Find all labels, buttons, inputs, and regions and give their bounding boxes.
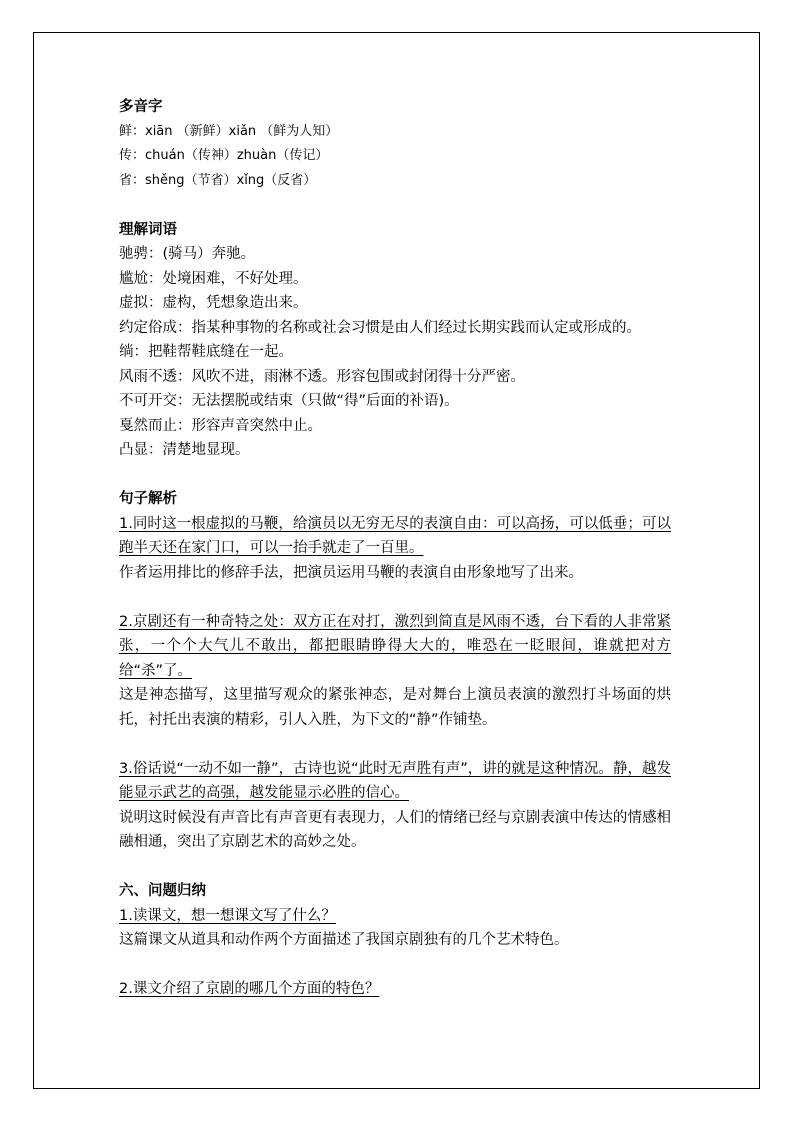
vocab-item: 不可开交：无法摆脱或结束（只做“得”后面的补语)。 — [119, 393, 459, 409]
question-2: 2.课文介绍了京剧的哪几个方面的特色？ — [119, 981, 380, 997]
document-body — [119, 95, 671, 1002]
vocab-item: 约定俗成：指某种事物的名称或社会习惯是由人们经过长期实践而认定或形成的。 — [119, 319, 641, 336]
answer-1: 这篇课文从道具和动作两个方面描述了我国京剧独有的几个艺术特色。 — [119, 932, 569, 948]
polyphone-line-2: 传：chuán（传神）zhuàn（传记） — [119, 148, 329, 163]
summary-heading: 六、问题归纳 — [119, 883, 206, 899]
vocab-item: 尴尬：处境困难，不好处理。 — [119, 270, 308, 287]
vocab-item: 凸显：清楚地显现。 — [119, 442, 250, 458]
vocab-item: 戛然而止：形容声音突然中止。 — [119, 417, 322, 434]
sentence-analysis-2: 这是神态描写，这里描写观众的紧张神态，是对舞台上演员表演的激烈打斗场面的烘托，衬托出表演的精彩，引人入胜，为下文的“静”作铺垫。 — [119, 687, 671, 728]
sentence-quote-3: 3.俗话说“一动不如一静”，古诗也说“此时无声胜有声”，讲的就是这种情况。静，越发能显示武艺的高强，越发能显示必胜的信心。 — [119, 760, 671, 801]
vocab-item: 绱：把鞋帮鞋底缝在一起。 — [119, 344, 293, 360]
vocab-item: 风雨不透：风吹不进，雨淋不透。形容包围或封闭得十分严密。 — [119, 368, 525, 385]
polyphone-line-1: 鲜：xiān （新鲜）xiǎn （鲜为人知） — [119, 123, 339, 139]
polyphones-heading: 多音字 — [119, 99, 163, 115]
polyphone-line-3: 省：shěng（节省）xǐng（反省） — [119, 172, 317, 188]
vocab-item: 驰骋：(骑马）奔驰。 — [119, 246, 256, 262]
sentence-quote-1: 1.同时这一根虚拟的马鞭，给演员以无穷无尽的表演自由：可以高扬，可以低垂；可以跑半天还在家门口，可以一抬手就走了一百里。 — [119, 515, 671, 556]
sentence-quote-2: 2.京剧还有一种奇特之处：双方正在对打，激烈到简直是风雨不透，台下看的人非常紧张，一个个大气儿不敢出，都把眼睛睁得大大的，唯恐在一眨眼间，谁就把对方给“杀”了。 — [119, 613, 671, 679]
sentences-heading: 句子解析 — [119, 491, 177, 507]
vocab-item: 虚拟：虚构，凭想象造出来。 — [119, 295, 308, 311]
vocab-heading: 理解词语 — [119, 221, 177, 238]
question-1: 1.读课文，想一想课文写了什么？ — [119, 907, 336, 924]
sentence-analysis-3: 说明这时候没有声音比有声音更有表现力，人们的情绪已经与京剧表演中传达的情感相融相通，突出了京剧艺术的高妙之处。 — [119, 809, 671, 850]
sentence-analysis-1: 作者运用排比的修辞手法，把演员运用马鞭的表演自由形象地写了出来。 — [119, 564, 583, 581]
